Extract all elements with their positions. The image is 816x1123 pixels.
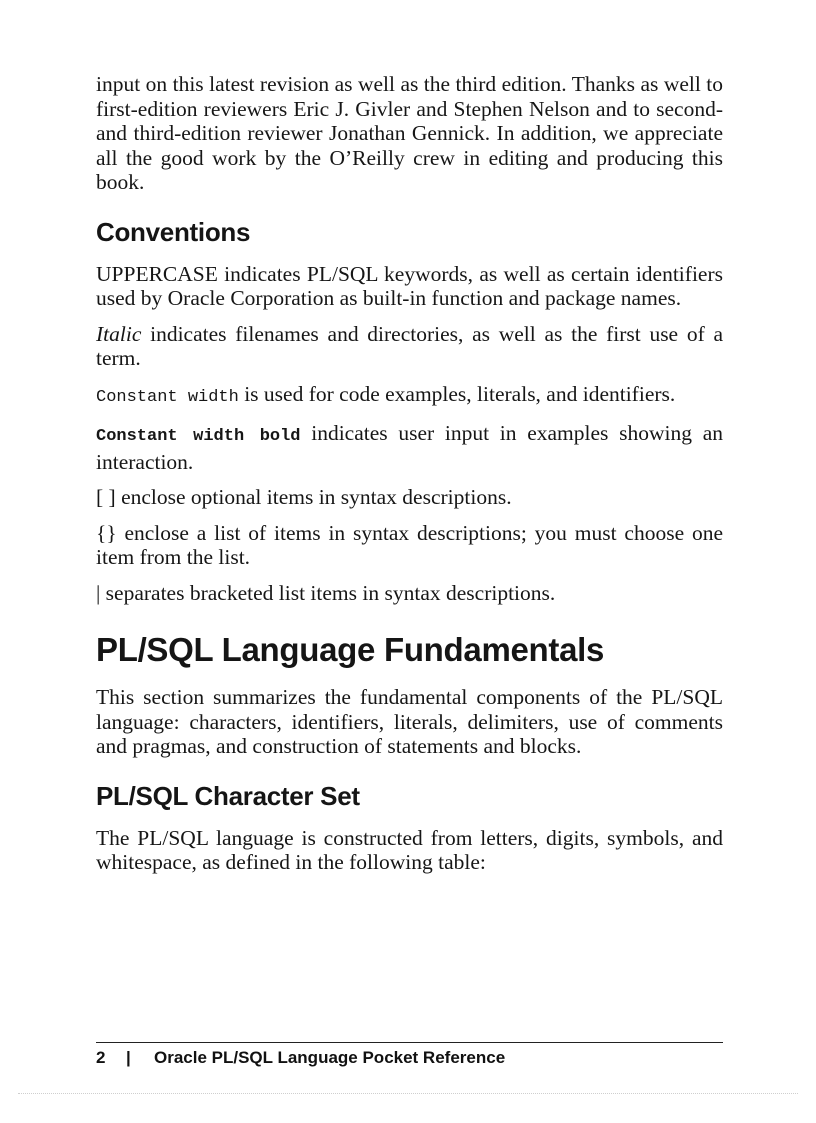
braces-convention: {} enclose a list of items in syntax descriptions; you must choose one item from the list. <box>96 520 723 569</box>
footer-rule <box>96 1042 723 1043</box>
page-edge-divider <box>18 1093 798 1094</box>
constant-width-bold-convention <box>96 421 723 474</box>
character-set-heading: PL/SQL Character Set <box>96 780 360 811</box>
fundamentals-heading: PL/SQL Language Fundamentals <box>96 631 605 668</box>
footer-separator: | <box>126 1048 131 1067</box>
brackets-convention: [ ] enclose optional items in syntax descriptions. <box>96 485 512 509</box>
constant-width-description: is used for code examples, literals, and identifiers. <box>238 381 676 406</box>
constant-width-bold-description: indicates user input in examples showing an interaction. <box>96 421 723 474</box>
uppercase-convention: UPPERCASE indicates PL/SQL keywords, as well as certain identifiers used by Oracle Corporation as built-in function and package names. <box>96 261 723 310</box>
constant-width-term: Constant width <box>96 387 239 407</box>
character-set-paragraph: The PL/SQL language is constructed from letters, digits, symbols, and whitespace, as defined in the following table: <box>96 825 723 874</box>
fundamentals-paragraph: This section summarizes the fundamental components of the PL/SQL language: characters, identifiers, literals, delimiters, use of comments and pragmas, and construction of statements and blocks. <box>96 685 723 758</box>
conventions-heading: Conventions <box>96 216 251 247</box>
page-content <box>96 72 723 886</box>
italic-description: indicates filenames and directories, as well as the first use of a term. <box>96 321 723 370</box>
constant-width-convention <box>96 382 723 411</box>
constant-width-bold-term: Constant width bold <box>96 427 301 446</box>
page-number: 2 <box>96 1048 106 1067</box>
book-title: Oracle PL/SQL Language Pocket Reference <box>154 1048 506 1067</box>
italic-term: Italic <box>96 321 142 346</box>
italic-convention <box>96 322 723 371</box>
pipe-convention: | separates bracketed list items in syntax descriptions. <box>96 580 556 605</box>
intro-paragraph: input on this latest revision as well as the third edition. Thanks as well to first-edition reviewers Eric J. Givler and Stephen Nelson and to second- and third-edition reviewer Jonathan Gennick. In addition, we appreciate all the good work by the O’Reilly crew in editing and producing this book. <box>96 72 723 194</box>
page-footer <box>96 1048 505 1068</box>
